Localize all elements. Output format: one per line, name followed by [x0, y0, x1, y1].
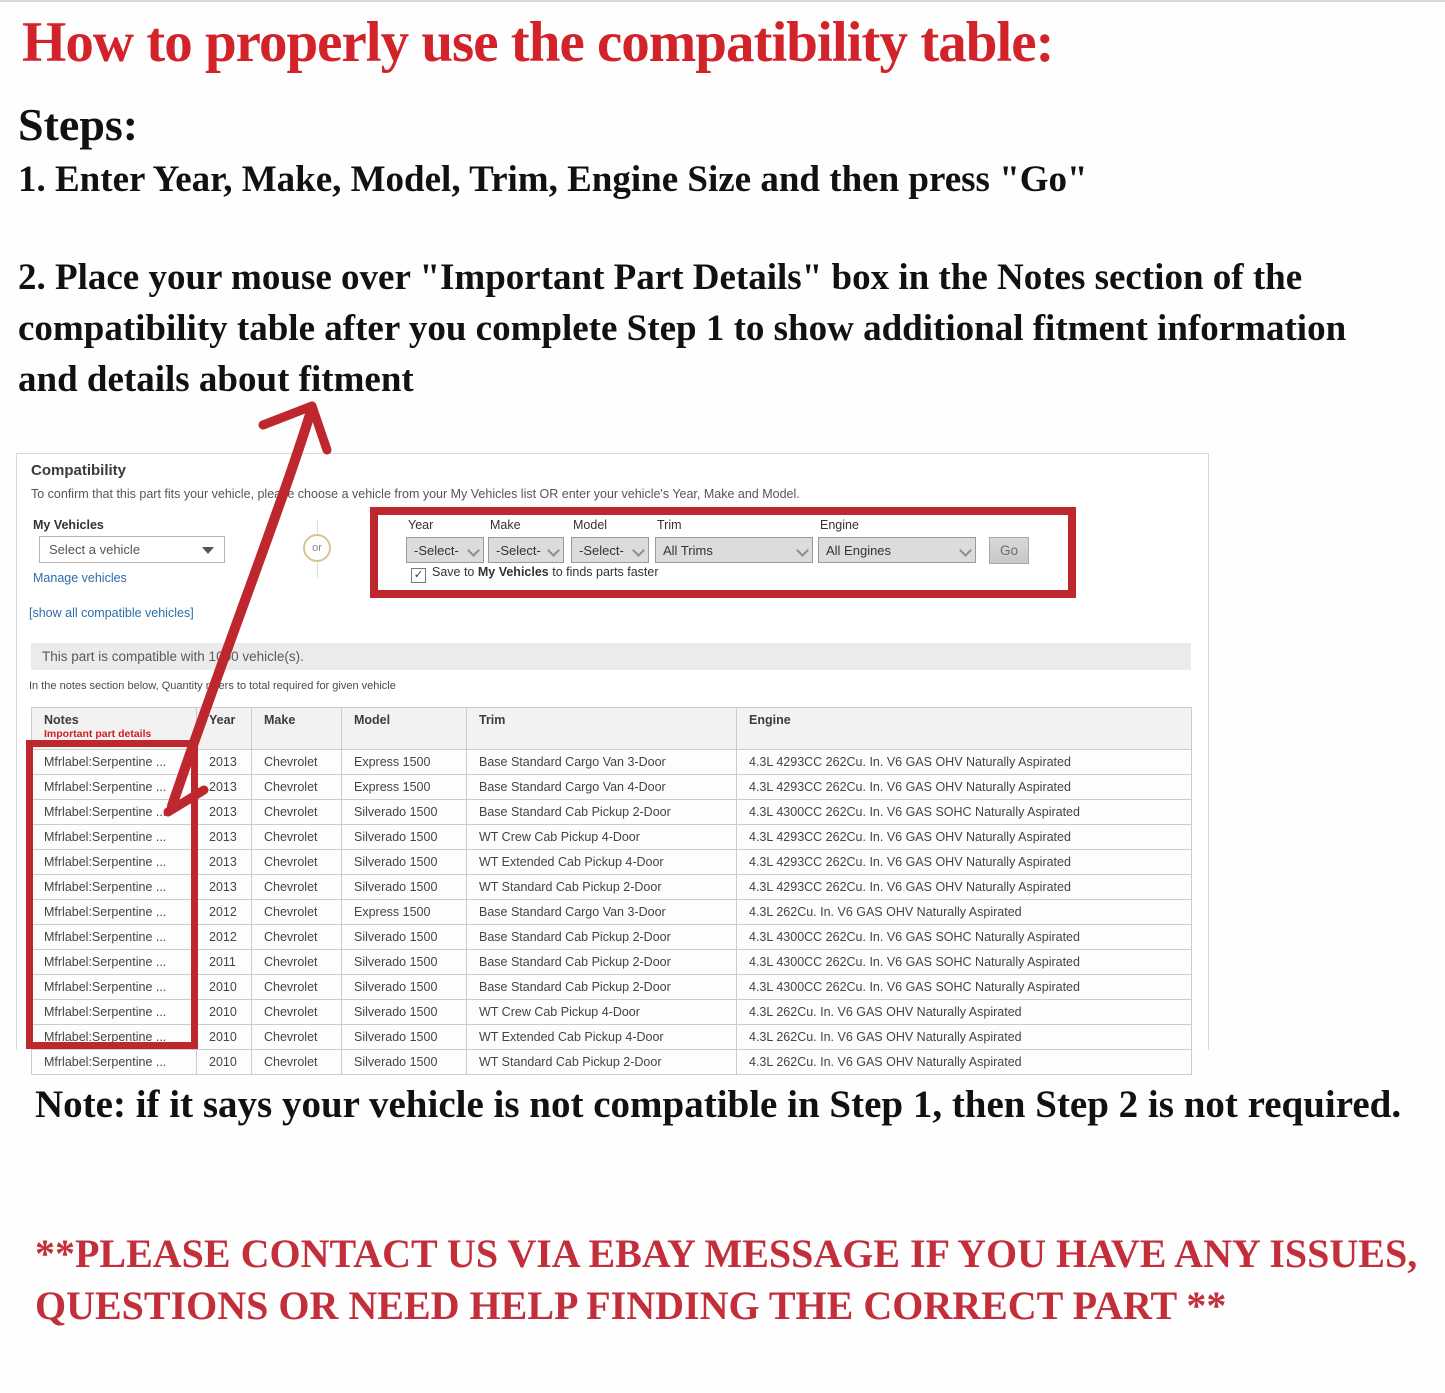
- compatibility-widget: [16, 453, 1209, 1069]
- cell-trim: Base Standard Cargo Van 3-Door: [467, 750, 737, 775]
- make-select-dropdown[interactable]: [488, 537, 564, 563]
- cell-make: Chevrolet: [252, 850, 342, 875]
- cell-notes[interactable]: Mfrlabel:Serpentine ...: [32, 1050, 197, 1075]
- cell-year: 2010: [197, 1025, 252, 1050]
- cell-model: Silverado 1500: [342, 950, 467, 975]
- column-header-year: Year: [197, 708, 252, 750]
- cell-model: Silverado 1500: [342, 925, 467, 950]
- cell-model: Express 1500: [342, 775, 467, 800]
- cell-model: Silverado 1500: [342, 1025, 467, 1050]
- engine-select-value: All Engines: [826, 543, 892, 558]
- year-select-value: -Select-: [414, 543, 459, 558]
- cell-make: Chevrolet: [252, 825, 342, 850]
- cell-make: Chevrolet: [252, 875, 342, 900]
- table-row: [32, 775, 1192, 800]
- cell-year: 2010: [197, 1000, 252, 1025]
- cell-year: 2013: [197, 875, 252, 900]
- save-to-my-vehicles-row: [411, 565, 659, 581]
- cell-make: Chevrolet: [252, 1000, 342, 1025]
- cell-year: 2010: [197, 975, 252, 1000]
- cell-notes[interactable]: Mfrlabel:Serpentine ...: [32, 800, 197, 825]
- cell-make: Chevrolet: [252, 900, 342, 925]
- cell-make: Chevrolet: [252, 975, 342, 1000]
- column-header-make: Make: [252, 708, 342, 750]
- cell-model: Silverado 1500: [342, 800, 467, 825]
- cell-model: Silverado 1500: [342, 850, 467, 875]
- notes-explainer-text: In the notes section below, Quantity refers to total required for given vehicle: [29, 680, 396, 692]
- save-text-bold: My Vehicles: [477, 565, 549, 579]
- table-row: [32, 875, 1192, 900]
- cell-engine: 4.3L 4293CC 262Cu. In. V6 GAS OHV Naturally Aspirated: [737, 825, 1192, 850]
- chevron-down-icon: [796, 544, 809, 557]
- selector-label-engine: Engine: [820, 518, 859, 532]
- step-2-text: 2. Place your mouse over "Important Part Details" box in the Notes section of the compatibility table after you complete Step 1 to show additional fitment information and details about fitment: [18, 257, 1347, 400]
- cell-trim: WT Standard Cab Pickup 2-Door: [467, 875, 737, 900]
- cell-year: 2013: [197, 775, 252, 800]
- table-row: [32, 950, 1192, 975]
- cell-model: Silverado 1500: [342, 825, 467, 850]
- cell-trim: Base Standard Cab Pickup 2-Door: [467, 950, 737, 975]
- cell-year: 2013: [197, 825, 252, 850]
- vehicle-select-dropdown[interactable]: [39, 536, 225, 563]
- save-text-prefix: Save to: [432, 565, 478, 579]
- step-1-text: 1. Enter Year, Make, Model, Trim, Engine Size and then press "Go": [18, 159, 1088, 200]
- column-header-engine: Engine: [737, 708, 1192, 750]
- year-select-dropdown[interactable]: [406, 537, 484, 563]
- table-row: [32, 800, 1192, 825]
- cell-notes[interactable]: Mfrlabel:Serpentine ...: [32, 950, 197, 975]
- cell-engine: 4.3L 4293CC 262Cu. In. V6 GAS OHV Naturally Aspirated: [737, 850, 1192, 875]
- cell-trim: WT Extended Cab Pickup 4-Door: [467, 850, 737, 875]
- manage-vehicles-link[interactable]: Manage vehicles: [33, 571, 127, 585]
- dropdown-arrow-icon: [202, 547, 214, 554]
- not-compatible-note: Note: if it says your vehicle is not compatible in Step 1, then Step 2 is not required.: [35, 1083, 1402, 1126]
- top-divider: [0, 0, 1445, 2]
- page-title: How to properly use the compatibility table:: [22, 11, 1054, 74]
- selector-label-model: Model: [573, 518, 608, 532]
- cell-engine: 4.3L 4293CC 262Cu. In. V6 GAS OHV Naturally Aspirated: [737, 775, 1192, 800]
- cell-model: Silverado 1500: [342, 875, 467, 900]
- table-header-row: [32, 708, 1192, 750]
- cell-make: Chevrolet: [252, 800, 342, 825]
- cell-notes[interactable]: Mfrlabel:Serpentine ...: [32, 1025, 197, 1050]
- important-part-details-label[interactable]: Important part details: [44, 728, 152, 740]
- table-row: [32, 1025, 1192, 1050]
- cell-year: 2013: [197, 750, 252, 775]
- cell-engine: 4.3L 4293CC 262Cu. In. V6 GAS OHV Naturally Aspirated: [737, 875, 1192, 900]
- cell-trim: WT Crew Cab Pickup 4-Door: [467, 825, 737, 850]
- cell-engine: 4.3L 262Cu. In. V6 GAS OHV Naturally Aspirated: [737, 1050, 1192, 1075]
- table-row: [32, 975, 1192, 1000]
- selector-label-year: Year: [408, 518, 434, 532]
- table-row: [32, 750, 1192, 775]
- cell-trim: Base Standard Cab Pickup 2-Door: [467, 975, 737, 1000]
- column-header-notes: Notes Important part details: [32, 708, 197, 750]
- trim-select-dropdown[interactable]: [655, 537, 813, 563]
- cell-engine: 4.3L 4300CC 262Cu. In. V6 GAS SOHC Naturally Aspirated: [737, 800, 1192, 825]
- cell-trim: Base Standard Cargo Van 4-Door: [467, 775, 737, 800]
- widget-description: To confirm that this part fits your vehicle, please choose a vehicle from your My Vehicles list OR enter your vehicle's Year, Make and Model.: [31, 487, 800, 501]
- table-row: [32, 925, 1192, 950]
- cell-notes[interactable]: Mfrlabel:Serpentine ...: [32, 900, 197, 925]
- or-separator-badge: or: [303, 534, 331, 562]
- cell-trim: Base Standard Cab Pickup 2-Door: [467, 800, 737, 825]
- cell-model: Silverado 1500: [342, 975, 467, 1000]
- compatible-count-bar: [31, 643, 1191, 670]
- selector-label-trim: Trim: [657, 518, 682, 532]
- table-row: [32, 825, 1192, 850]
- cell-model: Express 1500: [342, 750, 467, 775]
- show-all-compatible-vehicles-link[interactable]: [show all compatible vehicles]: [29, 606, 194, 620]
- cell-engine: 4.3L 262Cu. In. V6 GAS OHV Naturally Aspirated: [737, 900, 1192, 925]
- cell-engine: 4.3L 262Cu. In. V6 GAS OHV Naturally Aspirated: [737, 1000, 1192, 1025]
- trim-select-value: All Trims: [663, 543, 713, 558]
- cell-trim: Base Standard Cab Pickup 2-Door: [467, 925, 737, 950]
- column-header-model: Model: [342, 708, 467, 750]
- cell-notes[interactable]: Mfrlabel:Serpentine ...: [32, 1000, 197, 1025]
- cell-make: Chevrolet: [252, 950, 342, 975]
- cell-year: 2011: [197, 950, 252, 975]
- cell-engine: 4.3L 4293CC 262Cu. In. V6 GAS OHV Naturally Aspirated: [737, 750, 1192, 775]
- save-checkbox[interactable]: ✓: [411, 568, 426, 583]
- table-row: [32, 850, 1192, 875]
- cell-trim: Base Standard Cargo Van 3-Door: [467, 900, 737, 925]
- my-vehicles-label: My Vehicles: [33, 518, 104, 532]
- save-text-suffix: to finds parts faster: [548, 565, 659, 579]
- chevron-down-icon: [632, 544, 645, 557]
- model-select-value: -Select-: [579, 543, 624, 558]
- vehicle-select-value: Select a vehicle: [49, 542, 141, 557]
- cell-notes[interactable]: Mfrlabel:Serpentine ...: [32, 850, 197, 875]
- chevron-down-icon: [959, 544, 972, 557]
- go-button[interactable]: Go: [989, 537, 1029, 564]
- chevron-down-icon: [547, 544, 560, 557]
- cell-engine: 4.3L 4300CC 262Cu. In. V6 GAS SOHC Naturally Aspirated: [737, 925, 1192, 950]
- cell-year: 2012: [197, 900, 252, 925]
- cell-make: Chevrolet: [252, 1050, 342, 1075]
- model-select-dropdown[interactable]: [571, 537, 649, 563]
- cell-engine: 4.3L 4300CC 262Cu. In. V6 GAS SOHC Naturally Aspirated: [737, 950, 1192, 975]
- cell-notes[interactable]: Mfrlabel:Serpentine ...: [32, 825, 197, 850]
- cell-model: Silverado 1500: [342, 1000, 467, 1025]
- cell-trim: WT Crew Cab Pickup 4-Door: [467, 1000, 737, 1025]
- table-row: [32, 1000, 1192, 1025]
- cell-trim: WT Standard Cab Pickup 2-Door: [467, 1050, 737, 1075]
- table-row: [32, 900, 1192, 925]
- cell-year: 2013: [197, 800, 252, 825]
- cell-make: Chevrolet: [252, 925, 342, 950]
- cell-make: Chevrolet: [252, 750, 342, 775]
- cell-notes[interactable]: Mfrlabel:Serpentine ...: [32, 975, 197, 1000]
- cell-model: Silverado 1500: [342, 1050, 467, 1075]
- compatibility-table: [31, 707, 1192, 1075]
- compatible-count-text: This part is compatible with 1000 vehicle(s).: [42, 649, 304, 664]
- cell-notes[interactable]: Mfrlabel:Serpentine ...: [32, 750, 197, 775]
- cell-notes[interactable]: Mfrlabel:Serpentine ...: [32, 775, 197, 800]
- cell-model: Express 1500: [342, 900, 467, 925]
- engine-select-dropdown[interactable]: [818, 537, 976, 563]
- column-header-trim: Trim: [467, 708, 737, 750]
- make-select-value: -Select-: [496, 543, 541, 558]
- cell-year: 2012: [197, 925, 252, 950]
- cell-engine: 4.3L 262Cu. In. V6 GAS OHV Naturally Aspirated: [737, 1025, 1192, 1050]
- selector-label-make: Make: [490, 518, 521, 532]
- cell-engine: 4.3L 4300CC 262Cu. In. V6 GAS SOHC Naturally Aspirated: [737, 975, 1192, 1000]
- contact-us-text: **PLEASE CONTACT US VIA EBAY MESSAGE IF YOU HAVE ANY ISSUES, QUESTIONS OR NEED HELP FINDING THE CORRECT PART **: [35, 1231, 1418, 1328]
- steps-heading: Steps:: [18, 99, 139, 150]
- table-row: [32, 1050, 1192, 1075]
- cell-year: 2013: [197, 850, 252, 875]
- cell-notes[interactable]: Mfrlabel:Serpentine ...: [32, 925, 197, 950]
- chevron-down-icon: [467, 544, 480, 557]
- cell-make: Chevrolet: [252, 775, 342, 800]
- cell-trim: WT Extended Cab Pickup 4-Door: [467, 1025, 737, 1050]
- cell-year: 2010: [197, 1050, 252, 1075]
- widget-title: Compatibility: [31, 462, 127, 479]
- cell-notes[interactable]: Mfrlabel:Serpentine ...: [32, 875, 197, 900]
- cell-make: Chevrolet: [252, 1025, 342, 1050]
